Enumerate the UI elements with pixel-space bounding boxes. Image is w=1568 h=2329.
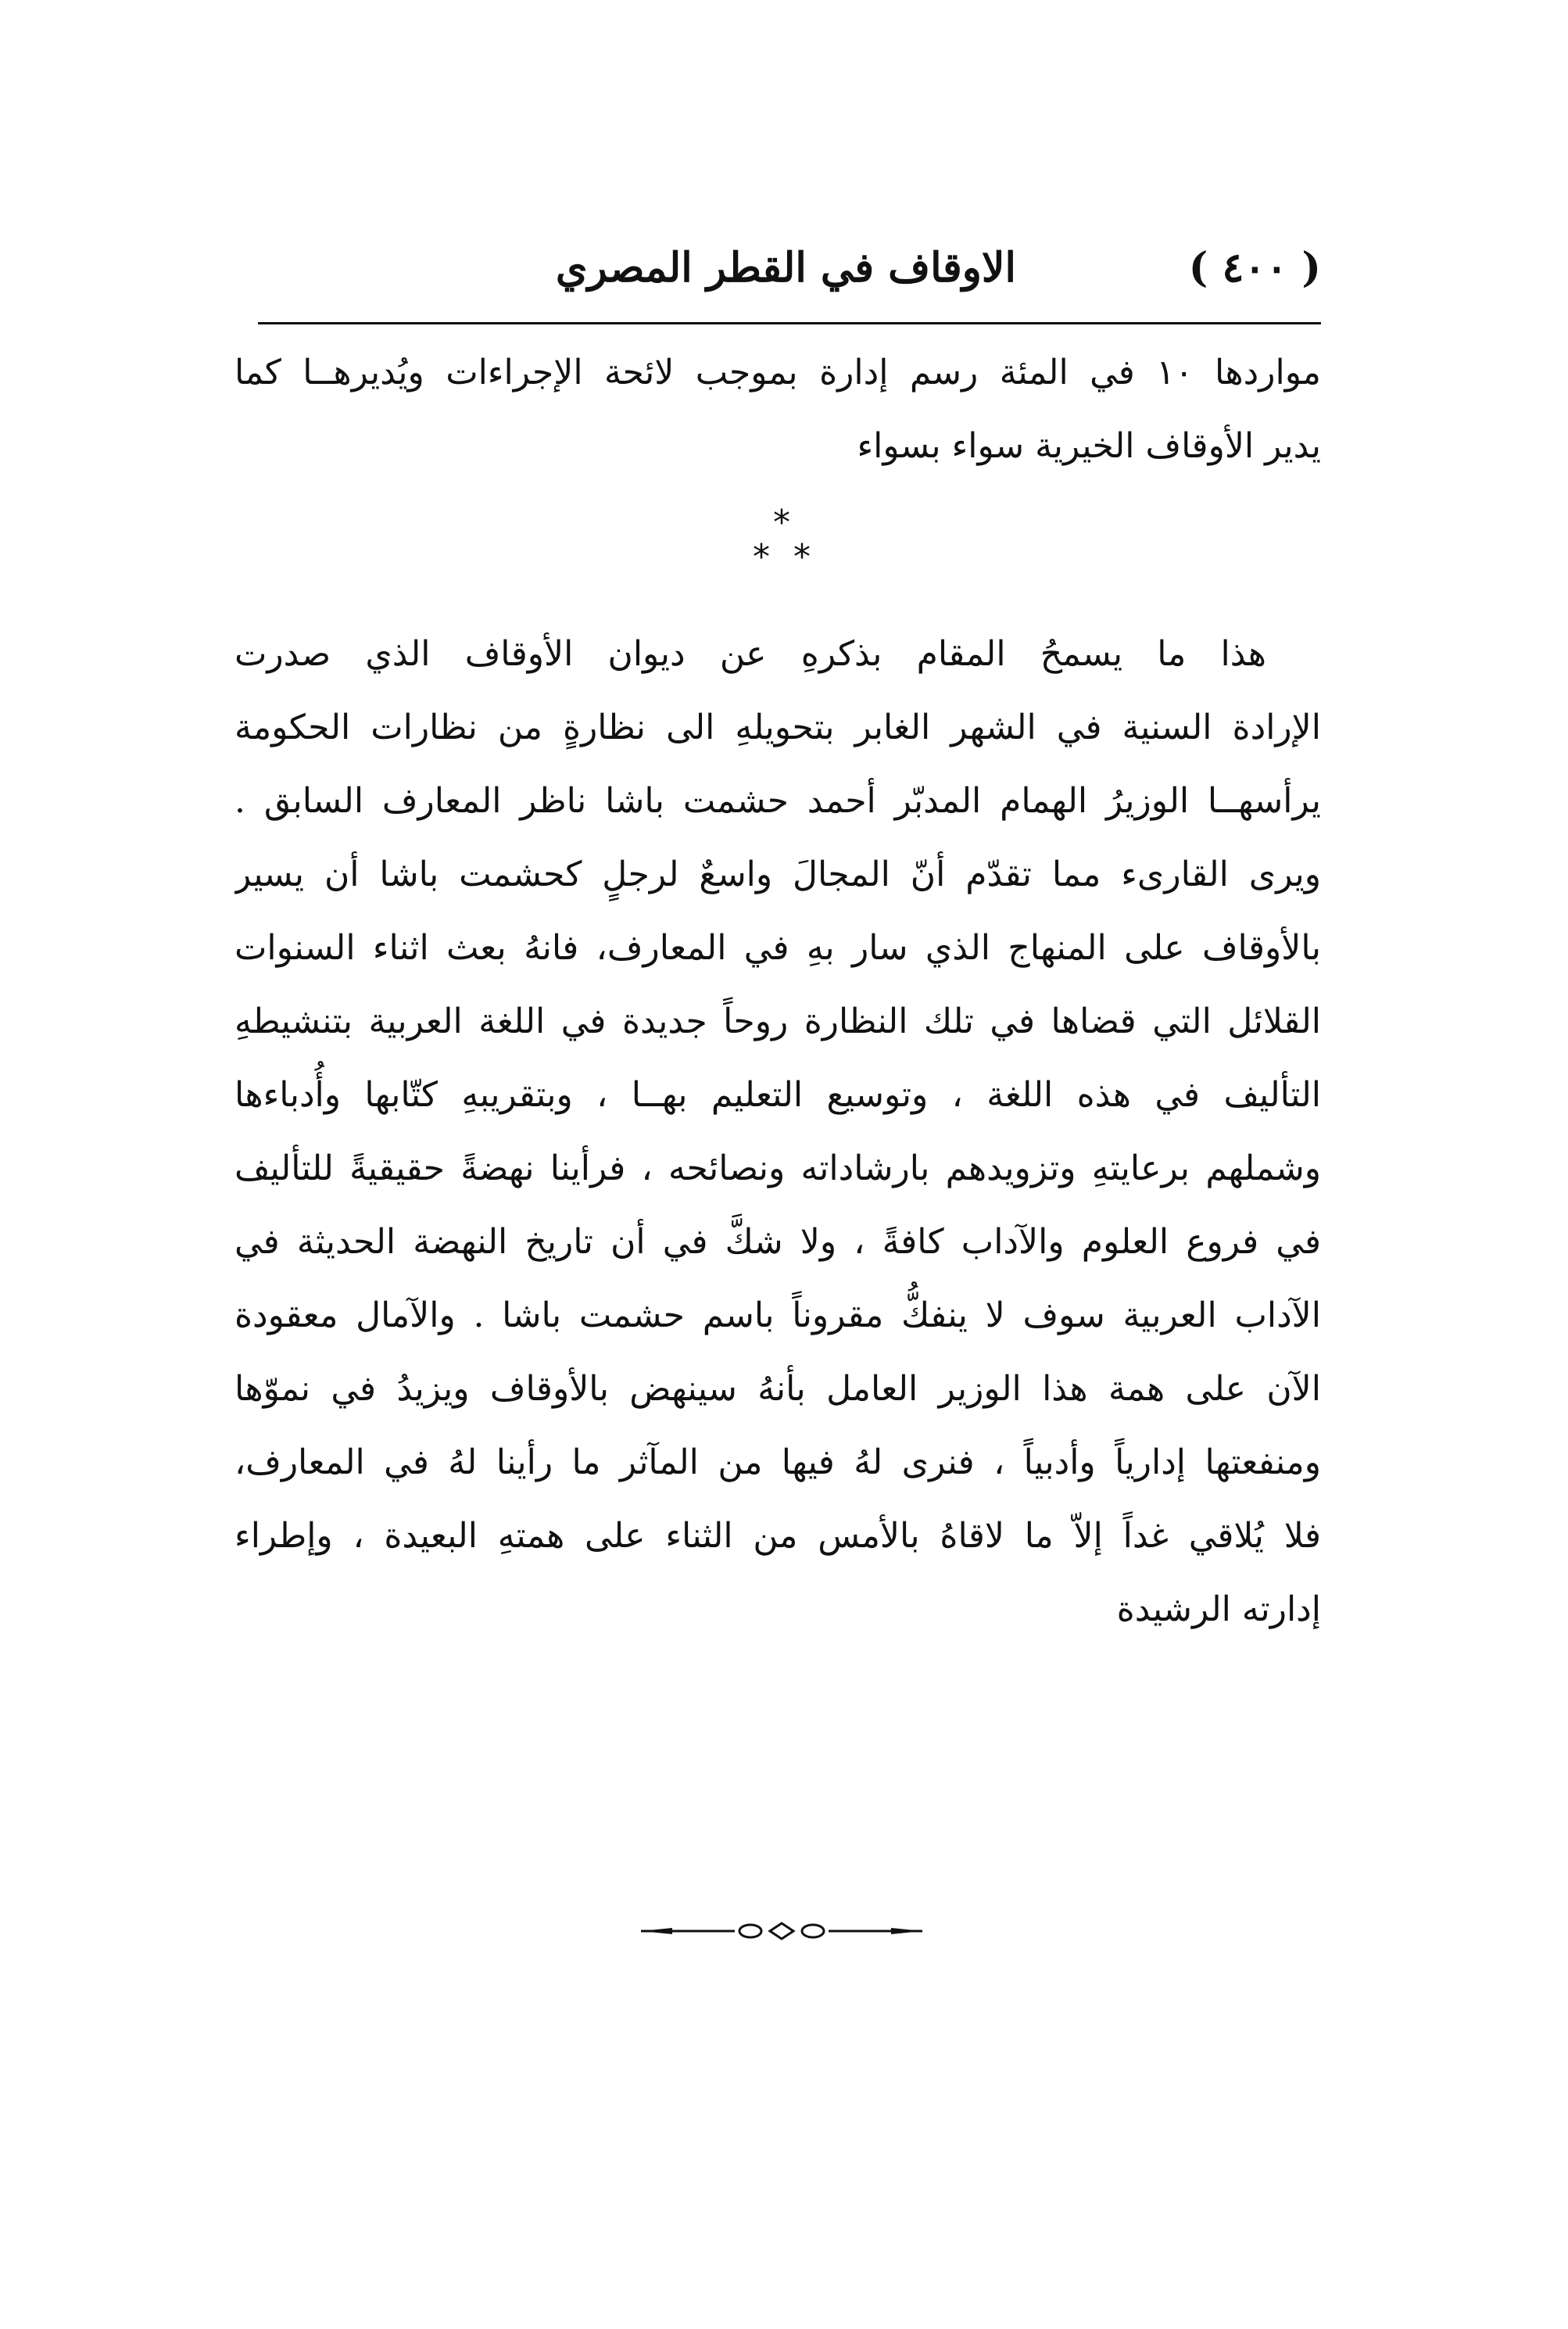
text-line: في فروع العلوم والآداب كافةً ، ولا شكَّ في أن تاريخ النهضة الحديثة في	[234, 1222, 1321, 1262]
end-ornament	[625, 1919, 938, 1943]
text-line: الآداب العربية سوف لا ينفكُّ مقروناً باسم حشمت باشا . والآمال معقودة	[234, 1295, 1321, 1335]
svg-text:*: *	[793, 537, 811, 577]
asterism-stars	[753, 504, 811, 577]
text-line: وشملهم برعايتهِ وتزويدهم بارشاداته ونصائحه ، فرأينا نهضةً حقيقيةً للتأليف	[234, 1148, 1321, 1188]
svg-text:*: *	[753, 537, 770, 577]
asterism-separator	[735, 504, 829, 579]
text-line: يرأسهــا الوزيرُ الهمام المدبّر أحمد حشمت باشا ناظر المعارف السابق .	[234, 781, 1321, 821]
text-line: مواردها ١٠ في المئة رسم إدارة بموجب لائحة الإجراءات ويُديرهــا كما	[234, 353, 1321, 392]
svg-text:*: *	[773, 504, 790, 543]
text-line: ومنفعتها إدارياً وأدبياً ، فنرى لهُ فيها من المآثر ما رأينا لهُ في المعارف،	[234, 1442, 1321, 1482]
text-line: الإرادة السنية في الشهر الغابر بتحويلهِ الى نظارةٍ من نظارات الحكومة	[234, 708, 1321, 747]
main-paragraph	[234, 618, 1321, 1646]
running-header	[258, 235, 1321, 305]
text-line: التأليف في هذه اللغة ، وتوسيع التعليم بهــا ، وبتقريبهِ كتّابها وأُدباءها	[234, 1075, 1321, 1115]
text-line: هذا ما يسمحُ المقام بذكرهِ عن ديوان الأوقاف الذي صدرت	[234, 634, 1266, 674]
page-number: ( ٤٠٠ )	[1188, 244, 1321, 292]
text-line: فلا يُلاقي غداً إلاّ ما لاقاهُ بالأمس من الثناء على همتهِ البعيدة ، وإطراء	[234, 1516, 1321, 1556]
text-line: بالأوقاف على المنهاج الذي سار بهِ في المعارف، فانهُ بعث اثناء السنوات	[234, 928, 1321, 968]
header-rule	[258, 322, 1321, 324]
text-line: الآن على همة هذا الوزير العامل بأنهُ سينهض بالأوقاف ويزيدُ في نموّها	[234, 1369, 1321, 1409]
text-line: يدير الأوقاف الخيرية سواء بسواء	[857, 426, 1321, 466]
running-title: الاوقاف في القطر المصري	[555, 244, 1016, 292]
continued-paragraph	[234, 336, 1321, 483]
text-line: ويرى القارىء مما تقدّم أنّ المجالَ واسعٌ لرجلٍ كحشمت باشا أن يسير	[234, 855, 1321, 894]
text-line: القلائل التي قضاها في تلك النظارة روحاً جديدة في اللغة العربية بتنشيطهِ	[234, 1001, 1321, 1041]
text-line: إدارته الرشيدة	[1116, 1589, 1321, 1629]
